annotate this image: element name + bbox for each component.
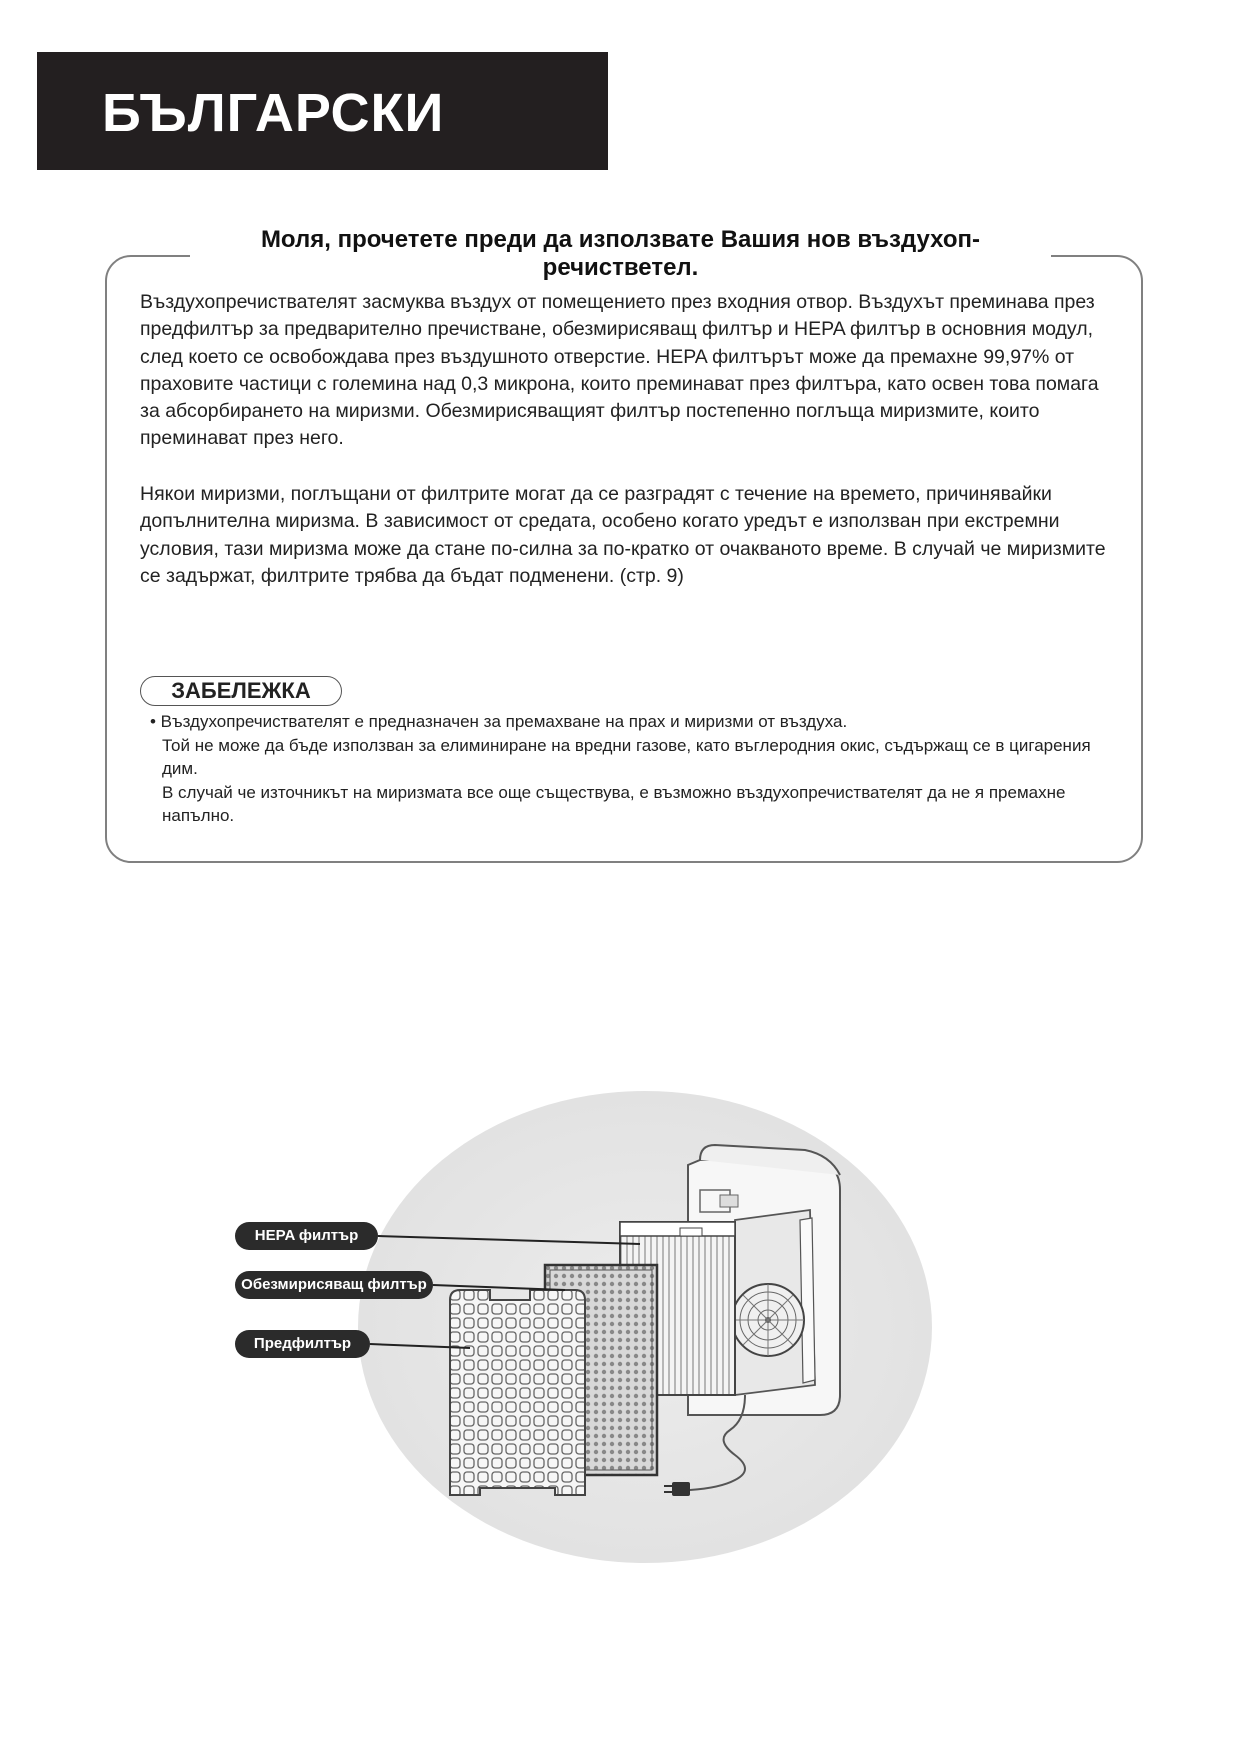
note-bullet-continuation: Той не може да бъде използван за елиминиране на вредни газове, като въглеродния окис, съдържащ се в цигарения дим. [162, 735, 1091, 778]
note-bullet-continuation-2: В случай че източникът на миризмата все още съществува, е възможно въздухопречиствателят да не я премахне напълно. [162, 782, 1066, 825]
label-deodorizing-filter: Обезмирисяващ филтър [235, 1271, 433, 1299]
note-badge: ЗАБЕЛЕЖКА [140, 676, 342, 706]
intro-paragraph-1: Въздухопречиствателят засмуква въздух от помещението през входния отвор. Въздухът преминава през предфилтър за предварително пречистване, обезмирисяващ филтър и HEPA филтър в основния модул, след което се освобождава през въздушното отверстие. HEPA филтърът може да премахне 99,97% от праховите частици с големина над 0,3 микрона, които преминават през филтъра, като освен това помага за абсорбирането на миризми. Обезмирисяващият филтър постепенно поглъща миризмите, които преминават през него. [140, 291, 1099, 450]
label-prefilter: Предфилтър [235, 1330, 370, 1358]
info-box-title-line: Моля, прочетете преди да използвате Вашия нов въздухоп- [260, 226, 981, 253]
label-hepa-filter: HEPA филтър [235, 1222, 378, 1250]
fan-icon [732, 1284, 804, 1356]
info-box-title-line: речистветел. [542, 254, 699, 281]
intro-paragraph-2: Някои миризми, поглъщани от филтрите могат да се разградят с течение на времето, причинявайки допълнителна миризма. В зависимост от средата, особено когато уредът е използван при екстремни условия, тази миризма може да стане по-силна за по-кратко от очакваното време. В случай че миризмите се задържат, филтрите трябва да бъдат подменени. (стр. 9) [140, 483, 1106, 587]
note-bullet: • Въздухопречиствателят е предназначен за премахване на прах и миризми от въздуха. [150, 712, 848, 731]
prefilter [450, 1290, 585, 1495]
language-title: БЪЛГАРСКИ [102, 83, 445, 143]
